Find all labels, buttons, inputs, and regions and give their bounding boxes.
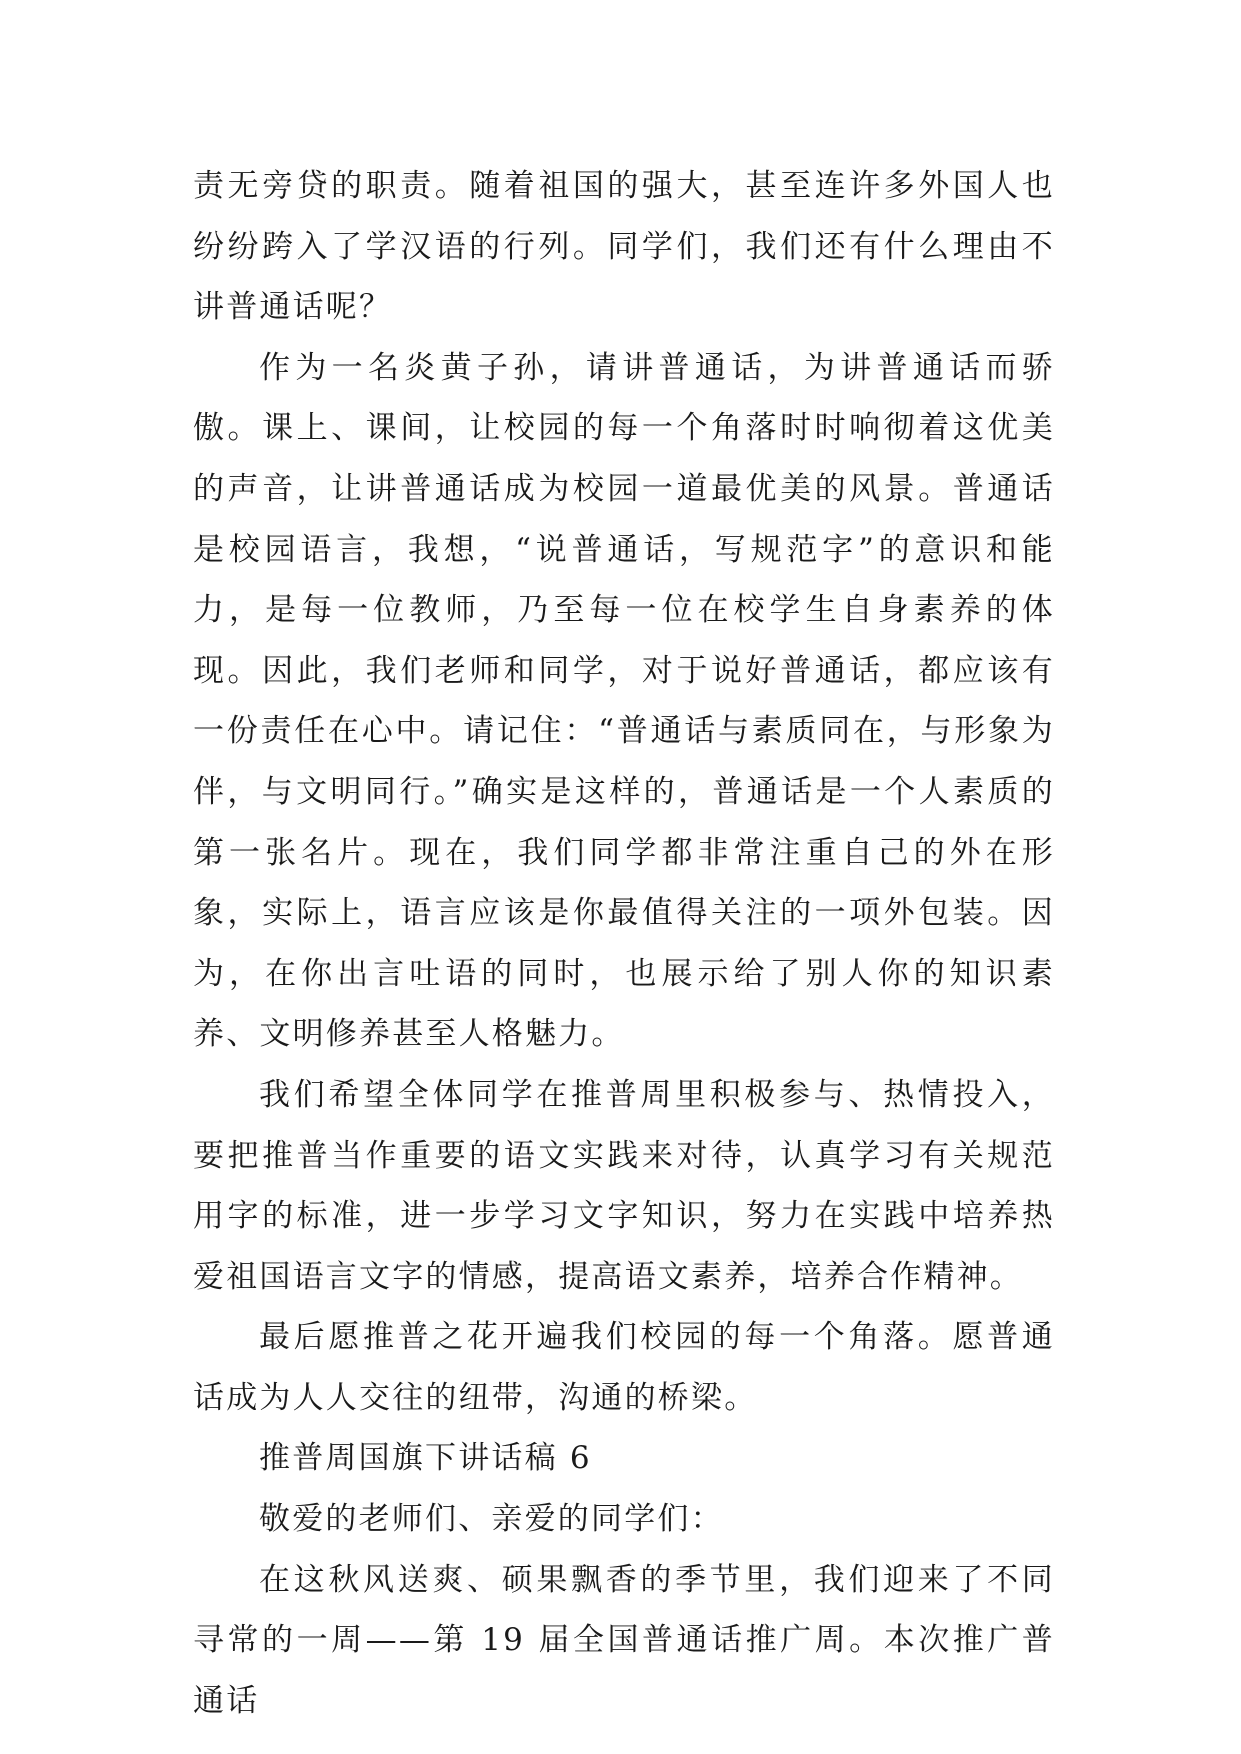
section-heading: 推普周国旗下讲话稿 6 <box>259 1440 592 1477</box>
paragraph-1: 责无旁贷的职责。随着祖国的强大，甚至连许多外国人也纷纷跨入了学汉语的行列。同学们，我们还有什么理由不讲普通话呢？ <box>193 168 1055 326</box>
paragraph-4: 最后愿推普之花开遍我们校园的每一个角落。愿普通话成为人人交往的纽带，沟通的桥梁。 <box>193 1319 1055 1416</box>
paragraph-7: 在这秋风送爽、硕果飘香的季节里，我们迎来了不同寻常的一周——第 19 届全国普通话推广周。本次推广普通话 <box>193 1561 1055 1719</box>
paragraph-3: 我们希望全体同学在推普周里积极参与、热情投入，要把推普当作重要的语文实践来对待，认真学习有关规范用字的标准，进一步学习文字知识，努力在实践中培养热爱祖国语言文字的情感，提高语文素养，培养合作精神。 <box>193 1076 1055 1295</box>
salutation: 敬爱的老师们、亲爱的同学们： <box>259 1501 724 1538</box>
document-body <box>193 156 1055 1731</box>
paragraph-2: 作为一名炎黄子孙，请讲普通话，为讲普通话而骄傲。课上、课间，让校园的每一个角落时时响彻着这优美的声音，让讲普通话成为校园一道最优美的风景。普通话是校园语言，我想，“说普通话，写规范字”的意识和能力，是每一位教师，乃至每一位在校学生自身素养的体现。因此，我们老师和同学，对于说好普通话，都应该有一份责任在心中。请记住：“普通话与素质同在，与形象为伴，与文明同行。”确实是这样的，普通话是一个人素质的第一张名片。现在，我们同学都非常注重自己的外在形象，实际上，语言应该是你最值得关注的一项外包装。因为，在你出言吐语的同时，也展示给了别人你的知识素养、文明修养甚至人格魅力。 <box>193 349 1055 1053</box>
